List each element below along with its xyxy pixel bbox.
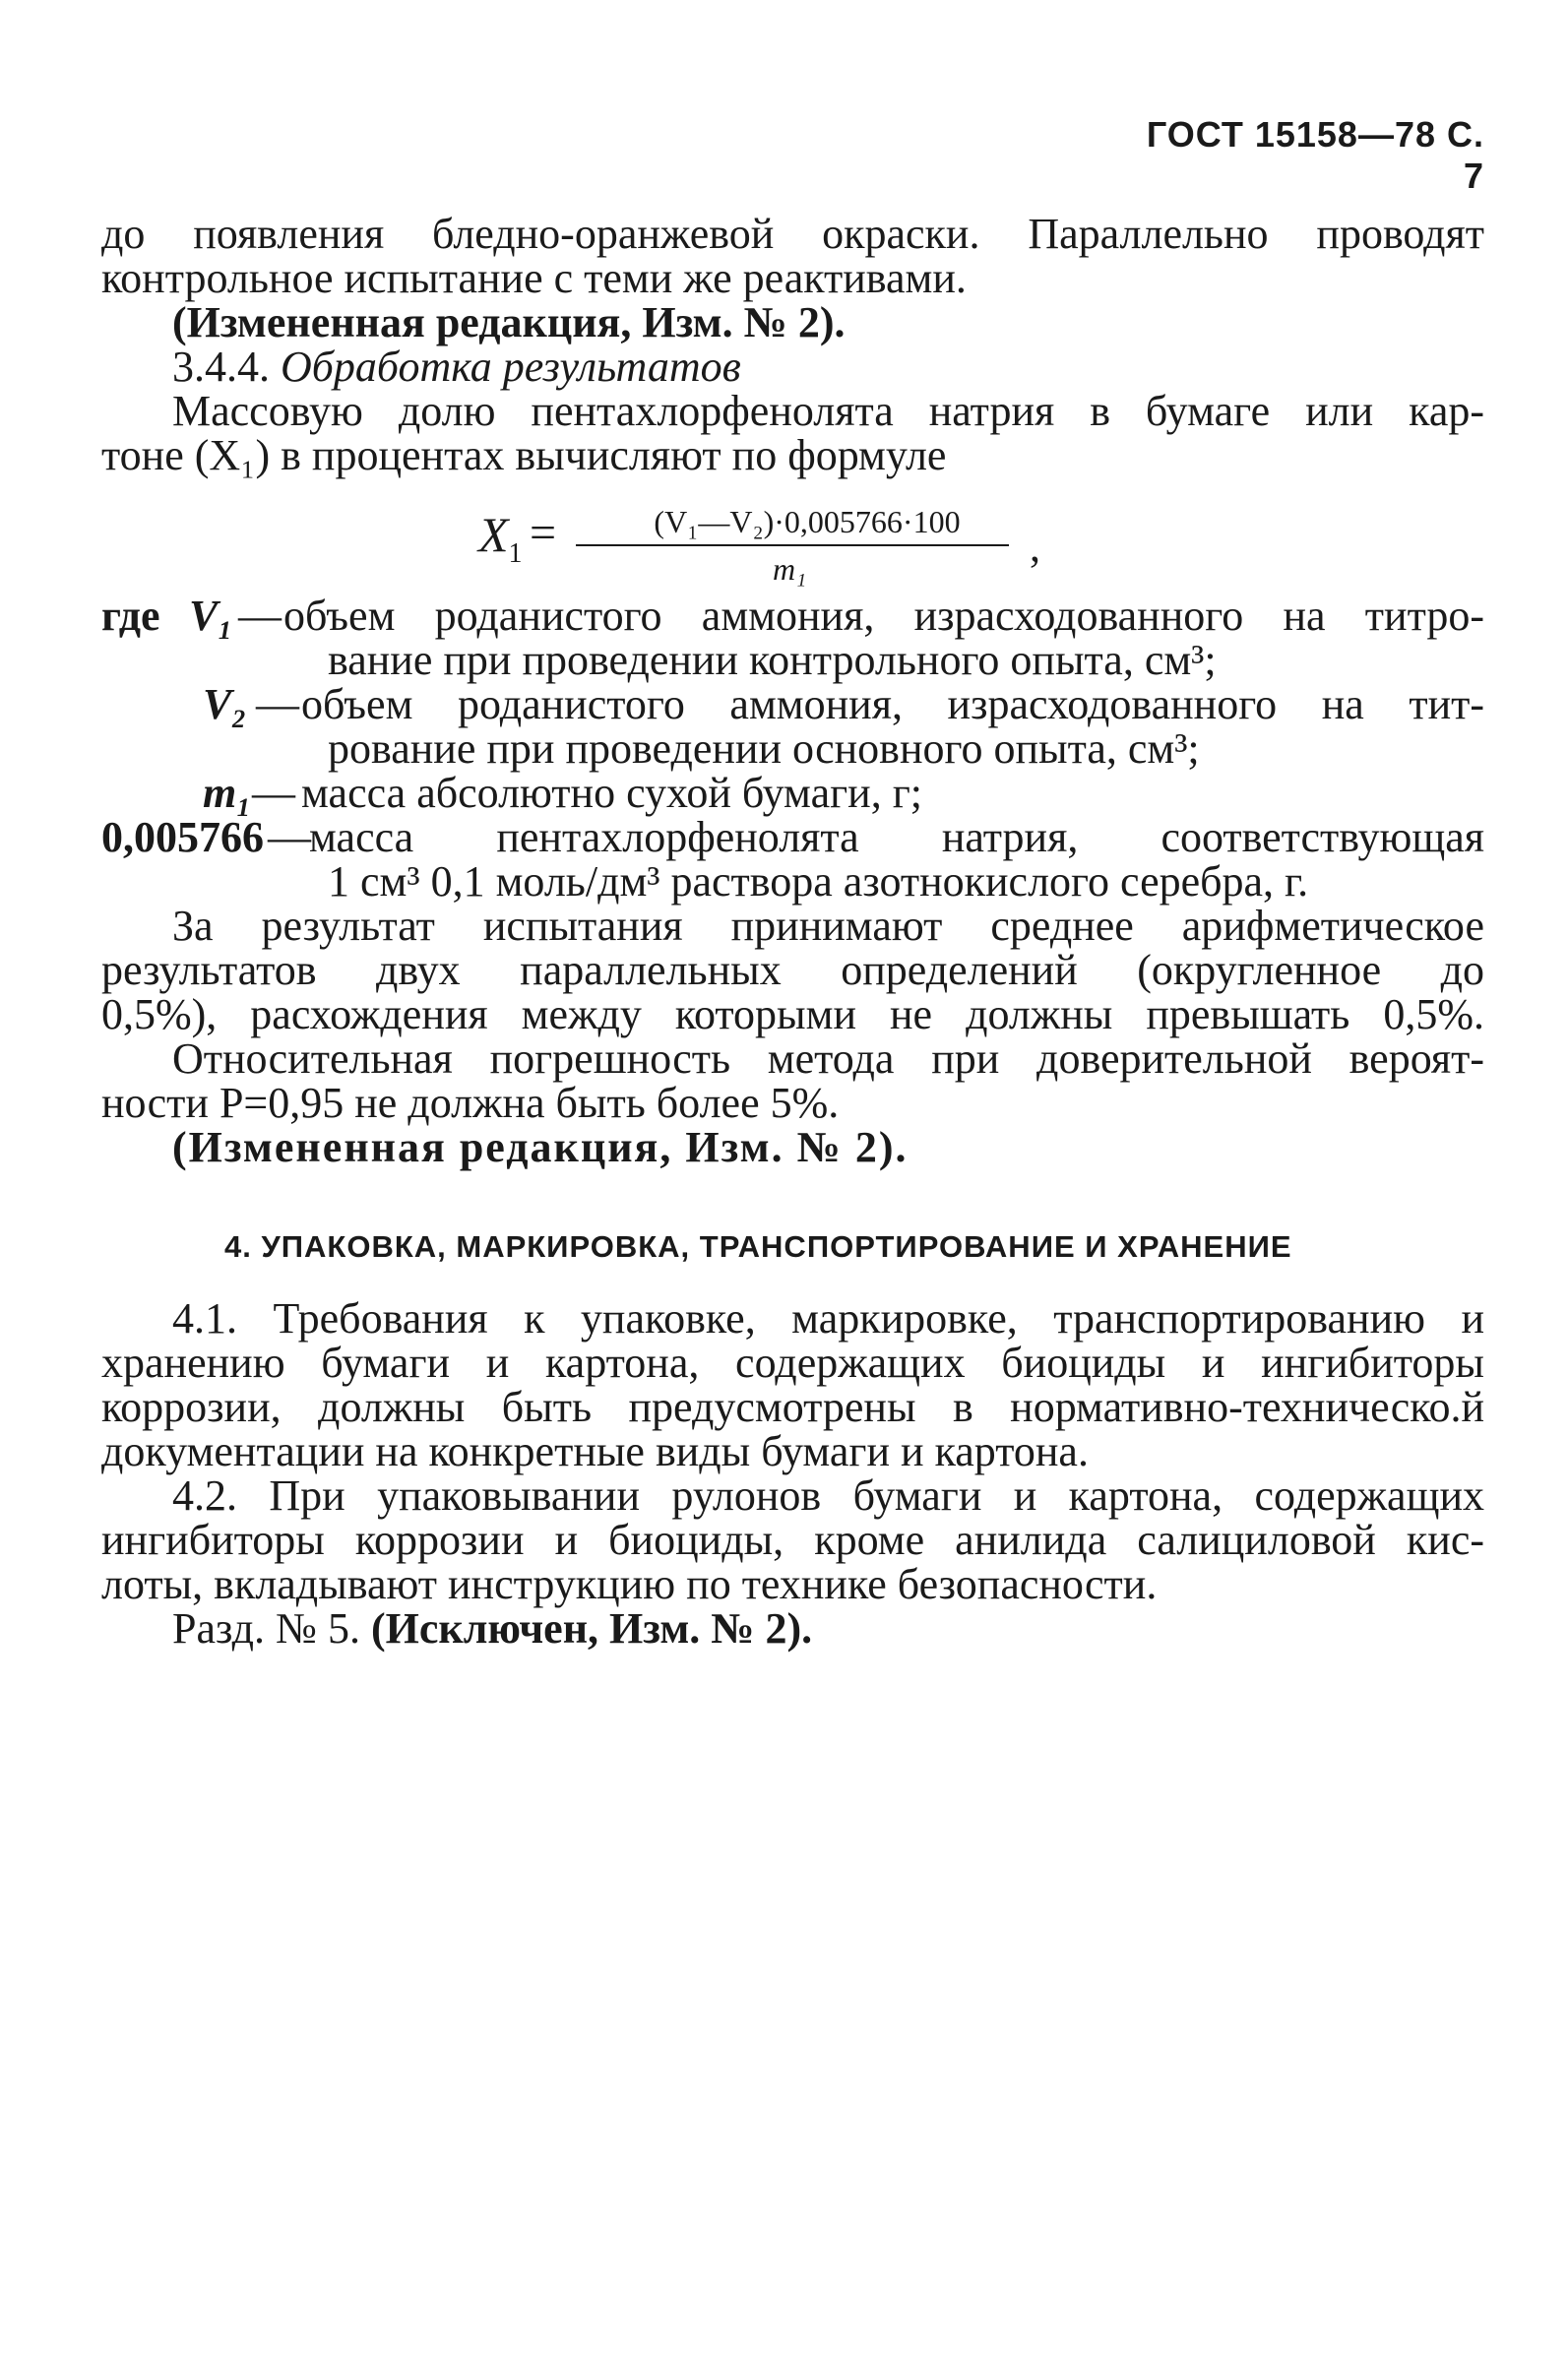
formula-numerator: (V₁—V₂)·0,005766·100 xyxy=(654,504,961,539)
where-definition: 1 см³ 0,1 моль/дм³ раствора азотнокислого серебра, г. xyxy=(328,857,1309,906)
formula-comma: , xyxy=(1030,523,1040,571)
where-definition: объем роданистого аммония, израсходованного на титро- xyxy=(283,592,1484,640)
text-line: 0,5%), расхождения между которыми не должны превышать 0,5%. xyxy=(101,990,1484,1038)
text-line: 4.2. При упаковывании рулонов бумаги и картона, содержащих xyxy=(172,1471,1484,1520)
section-title: 4. УПАКОВКА, МАРКИРОВКА, ТРАНСПОРТИРОВАНИЕ И ХРАНЕНИЕ xyxy=(224,1229,1292,1264)
where-definition: рование при проведении основного опыта, см³; xyxy=(328,724,1200,773)
where-definition: масса абсолютно сухой бумаги, г; xyxy=(301,769,922,817)
where-dash: — xyxy=(268,813,311,861)
text-line: тоне (X₁) в процентах вычисляют по формуле xyxy=(101,431,947,479)
clause-title: Обработка результатов xyxy=(281,343,741,391)
text-line: лоты, вкладывают инструкцию по технике безопасности. xyxy=(101,1560,1158,1608)
where-definition: масса пентахлорфенолята натрия, соответствующая xyxy=(309,813,1484,861)
edit-note: (Измененная редакция, Изм. № 2). xyxy=(172,298,846,346)
where-word: где xyxy=(101,592,160,640)
where-symbol: V₁ xyxy=(189,592,233,640)
text-line: ности P=0,95 не должна быть более 5%. xyxy=(101,1079,840,1127)
text-line: хранению бумаги и картона, содержащих биоциды и ингибиторы xyxy=(101,1339,1484,1387)
razd-note: (Исключен, Изм. № 2). xyxy=(370,1604,813,1653)
formula-lhs: $X_1$ xyxy=(478,507,523,569)
text-line: контрольное испытание с теми же реактивами. xyxy=(101,254,967,302)
text-line: документации на конкретные виды бумаги и картона. xyxy=(101,1427,1089,1475)
where-symbol: V₂ xyxy=(203,680,247,728)
where-symbol: 0,005766 xyxy=(101,813,264,861)
clause-number: 3.4.4. xyxy=(172,343,270,391)
text-line: Относительная погрешность метода при доверительной вероят- xyxy=(172,1034,1484,1083)
text-line: За результат испытания принимают среднее арифметическое xyxy=(172,902,1484,950)
formula-denominator: m₁ xyxy=(773,551,807,587)
page-header: ГОСТ 15158—78 С. 7 xyxy=(1146,114,1484,196)
text-line: до появления бледно-оранжевой окраски. Параллельно проводят xyxy=(101,210,1484,258)
formula-equals: = xyxy=(530,507,557,559)
text-line: 4.1. Требования к упаковке, маркировке, транспортированию и xyxy=(172,1294,1484,1343)
text-line: коррозии, должны быть предусмотрены в нормативно-техническо.й xyxy=(101,1383,1484,1431)
section-note xyxy=(172,1605,1484,1653)
razd-prefix: Разд. № 5. xyxy=(172,1604,360,1653)
text-line: результатов двух параллельных определений (округленное до xyxy=(101,946,1484,994)
fraction-bar xyxy=(576,544,1009,546)
where-definition: вание при проведении контрольного опыта, см³; xyxy=(328,636,1217,684)
text-line: Массовую долю пентахлорфенолята натрия в бумаге или кар- xyxy=(172,387,1484,435)
where-symbol: m₁ xyxy=(203,769,252,817)
edit-note: (Измененная редакция, Изм. № 2). xyxy=(172,1123,909,1171)
where-dash: — xyxy=(252,769,295,817)
where-dash: — xyxy=(256,680,299,728)
text-line: ингибиторы коррозии и биоциды, кроме анилида салициловой кис- xyxy=(101,1516,1484,1564)
where-dash: — xyxy=(238,592,282,640)
where-definition: объем роданистого аммония, израсходованного на тит- xyxy=(301,680,1484,728)
